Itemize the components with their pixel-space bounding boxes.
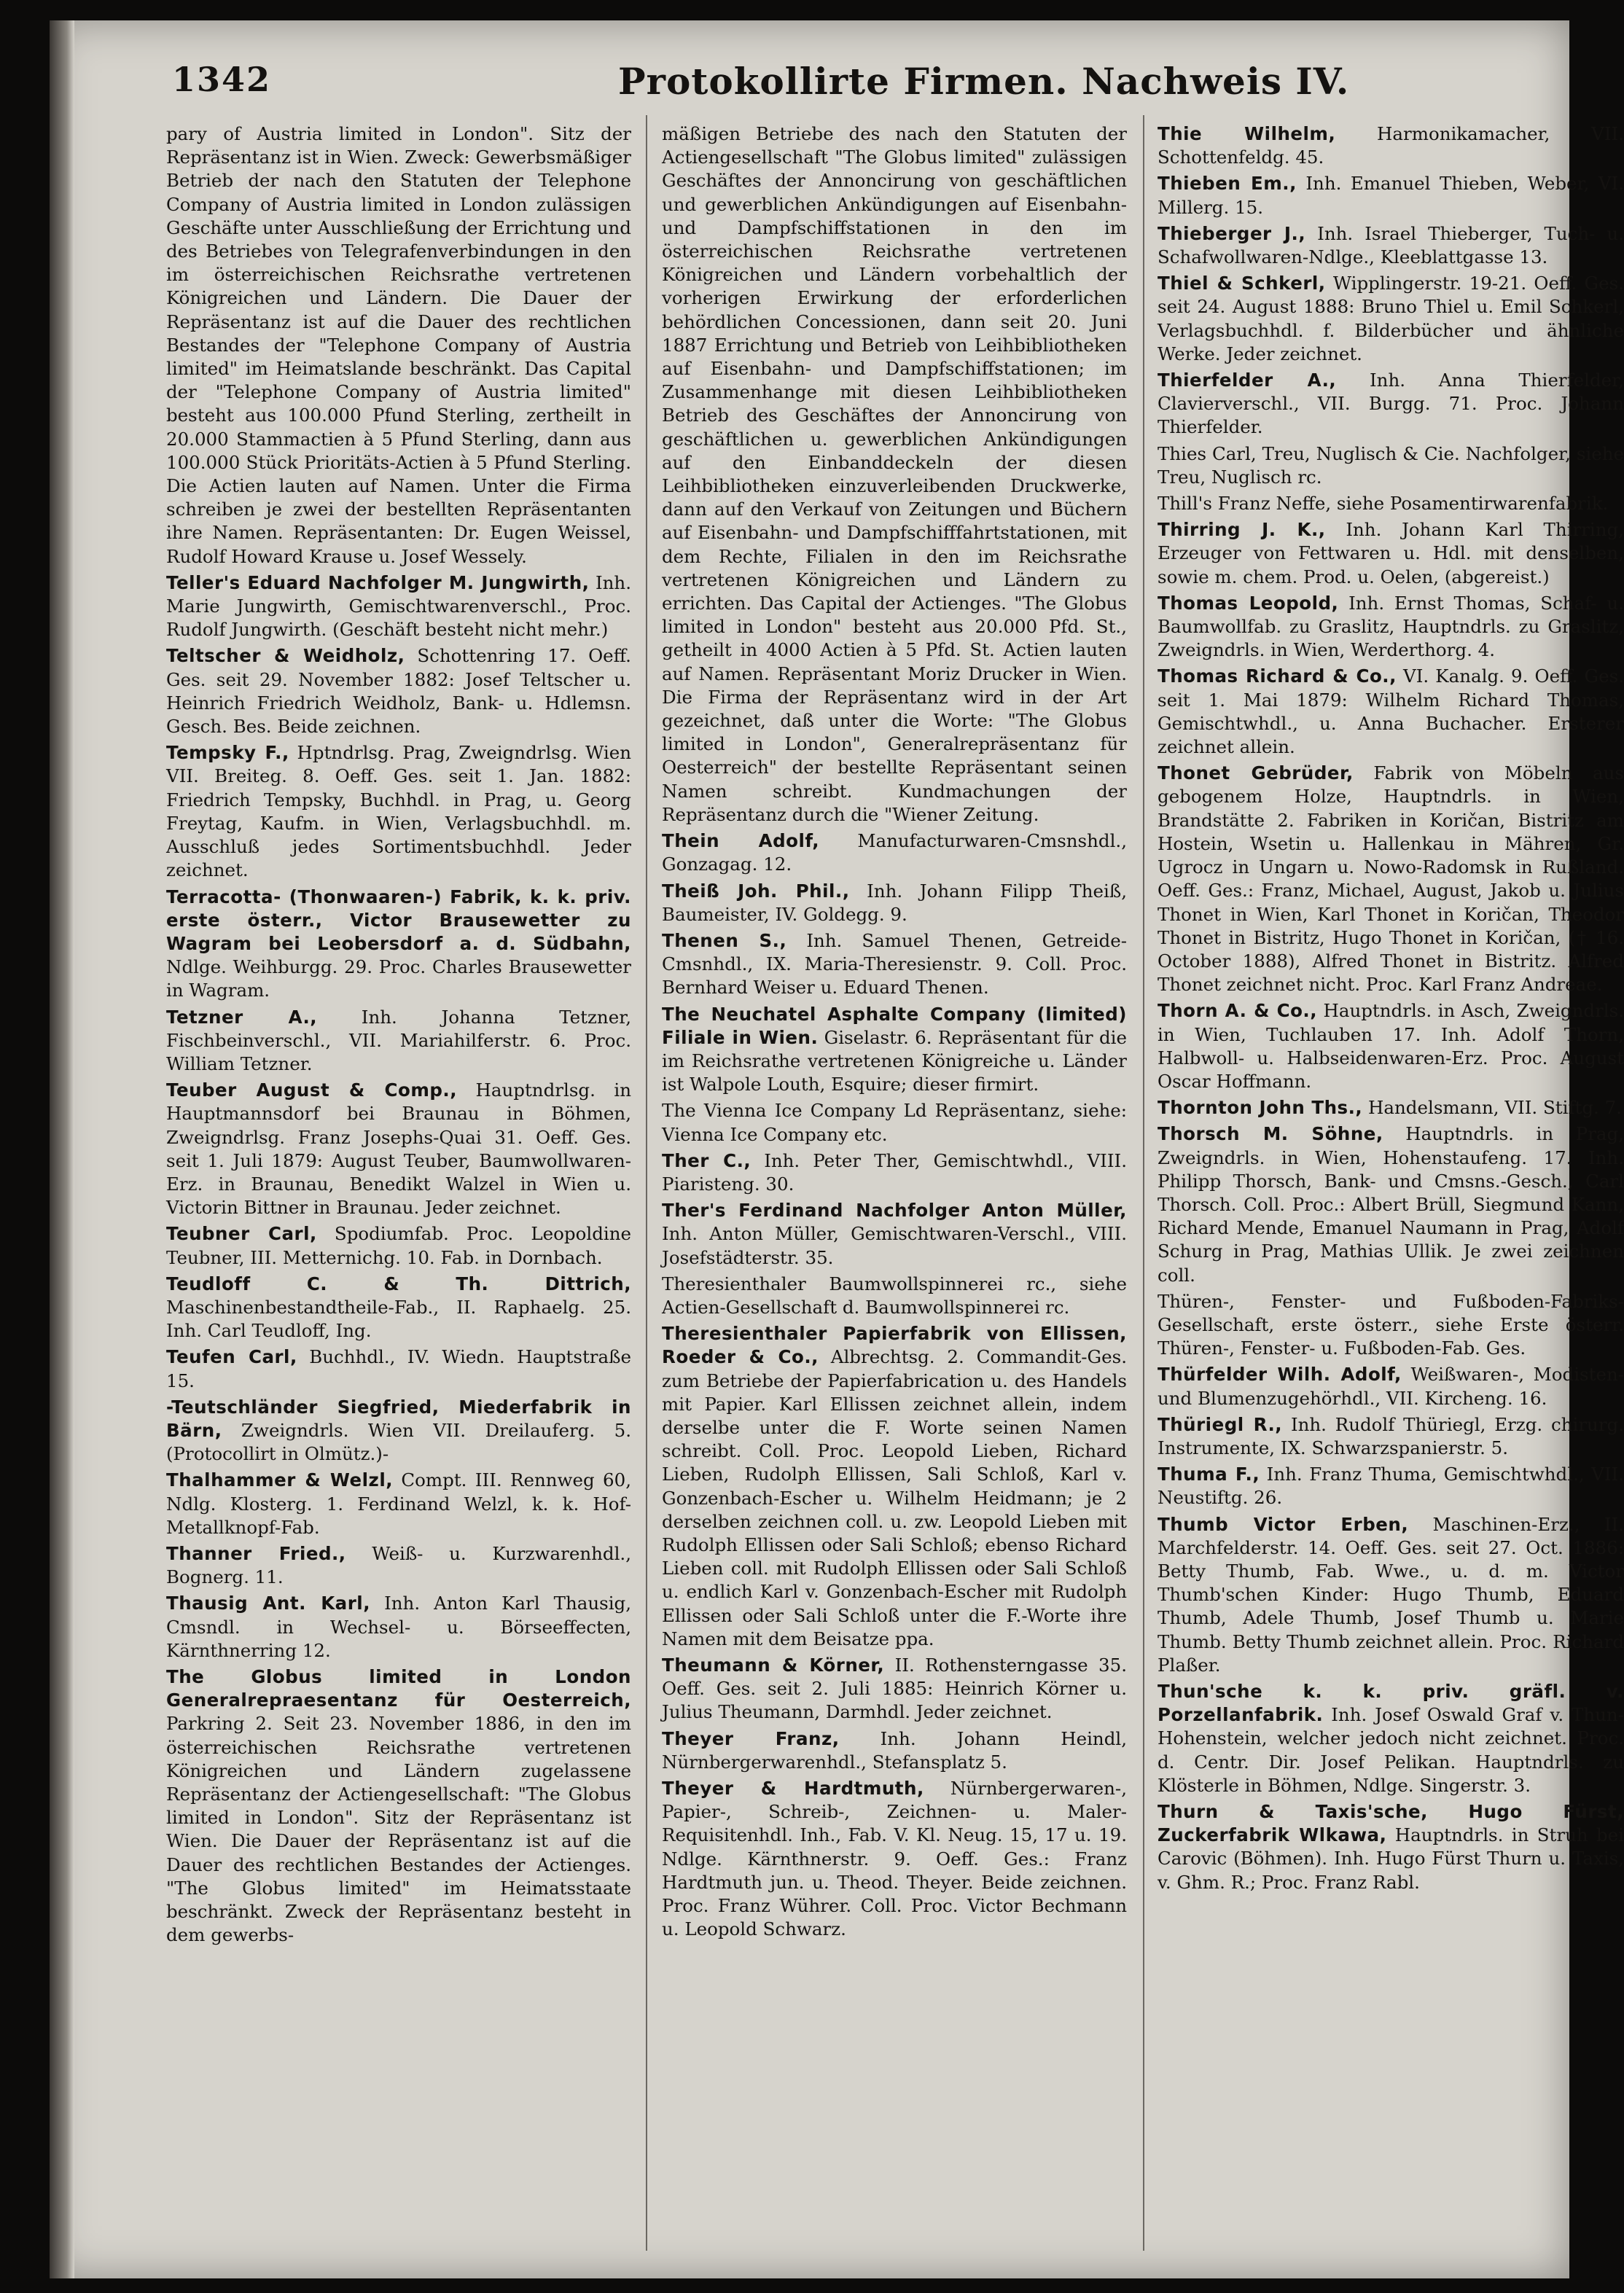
entry-text: Inh. Peter Ther, Gemischtwhdl., VIII. Piaristeng. 30. [662,1149,1127,1195]
directory-entry [662,1727,1127,1774]
firm-name: Theyer & Hardtmuth, [662,1778,924,1800]
firm-name: Theumann & Körner, [662,1655,885,1676]
firm-name: Thorsch M. Söhne, [1158,1123,1383,1145]
directory-entry [1158,665,1624,759]
directory-entry [166,571,631,642]
column-divider [646,115,647,2251]
column-right [1158,122,1624,2251]
directory-entry [1158,122,1624,169]
firm-name: Thirring J. K., [1158,519,1326,541]
entry-text: Hauptndrls. in Struh bei Carovic (Böhmen). Inh. Hugo Fürst Thurn u. Taxis, v. Ghm. R.; Proc. Franz Rabl. [1158,1824,1624,1893]
directory-entry [1158,1363,1624,1410]
firm-name: Tempsky F., [166,742,289,764]
firm-name: Thumb Victor Erben, [1158,1513,1409,1535]
entry-text: Hauptndrls. in Prag, Zweigndrls. in Wien, Hohenstaufeng. 17. Inh. Philipp Thorsch, Bank- und Cmsns.-Gesch., Carl Thorsch. Coll. Proc.: Albert Brüll, Siegmund Kann, Richard Mende, Emanuel Naumann in Prag, Adolf Schurg in Prag, Mathias Ullik. Je zwei zeichnen coll. [1158,1123,1624,1286]
entry-text: Handelsmann, VII. Stiftg. 7. [1368,1097,1622,1119]
entry-text: Thüren-, Fenster- und Fußboden-Fabriks-Gesellschaft, erste österr., siehe Erste österr. Thüren-, Fenster- u. Fußboden-Fab. Ges. [1158,1290,1624,1359]
firm-name: Theresienthaler Papierfabrik von Ellissen, Roeder & Co., [662,1323,1127,1368]
entry-text: Inh. Samuel Thenen, Getreide-Cmsnhdl., IX. Maria-Theresienstr. 9. Coll. Proc. Bernhard Weiser u. Eduard Thenen. [662,929,1127,999]
directory-entry [662,1149,1127,1196]
directory-entry [1158,272,1624,366]
directory-entry [166,741,631,882]
directory-entry [1158,999,1624,1093]
firm-name: Theiß Joh. Phil., [662,880,850,902]
directory-entry [662,1654,1127,1724]
firm-name: Thenen S., [662,929,787,951]
firm-name: Thurn & Taxis'sche, Hugo Fürst, Zuckerfabrik Wlkawa, [1158,1801,1624,1846]
column-left [166,122,631,2251]
entry-text: Weißwaren-, Modisten- und Blumenzugehörhdl., VII. Kircheng. 16. [1158,1364,1624,1409]
firm-name: Thomas Richard & Co., [1158,665,1397,687]
firm-name: Thürfelder Wilh. Adolf, [1158,1364,1402,1386]
firm-name: Thüriegl R., [1158,1413,1283,1435]
firm-name: Thalhammer & Welzl, [166,1469,394,1491]
column-middle [662,122,1127,2251]
entry-text: Hauptndrlsg. in Hauptmannsdorf bei Braunau in Böhmen, Zweigndrlsg. Franz Josephs-Quai 31. Oeff. Ges. seit 1. Juli 1879: August Teuber, Baumwollwaren-Erz. in Braunau, Benedikt Walzel in Wien u. Victorin Bittner in Braunau. Jeder zeichnet. [166,1079,631,1219]
entry-text: pary of Austria limited in London". Sitz der Repräsentanz ist in Wien. Zweck: Gewerbsmäßiger Betrieb der nach den Statuten der Telephone Company of Austria limited in London zulässigen Geschäfte unter Ausschließung der Errichtung und des Betriebes von Telegrafenverbindungen in den im österreichischen Reichsrathe vertretenen Königreichen und Ländern. Die Dauer der Repräsentanz ist auf die Dauer des rechtlichen Bestandes der "Telephone Company of Austria limited" im Heimatslande beschränkt. Das Capital der "Telephone Company of Austria limited" besteht aus 100.000 Pfund Sterling, zertheilt in 20.000 Stammactien à 5 Pfund Sterling, dann aus 100.000 Stück Prioritäts-Actien à 5 Pfund Sterling. Die Actien lauten auf Namen. Unter die Firma schreiben je zwei der bestellten Repräsentanten ihre Namen. Repräsentanten: Dr. Eugen Weissel, Rudolf Howard Krause u. Josef Wessely. [166,123,631,567]
directory-entry [166,644,631,738]
firm-name: Thein Adolf, [662,830,820,852]
directory-entry [166,1592,631,1663]
firm-name: Thausig Ant. Karl, [166,1593,370,1614]
firm-name: Thieben Em., [1158,173,1297,195]
entry-text: Nürnbergerwaren-, Papier-, Schreib-, Zeichnen- u. Maler-Requisitenhdl. Inh., Fab. V. Kl. Neug. 15, 17 u. 19. Ndlge. Kärnthnerstr. 9. Oeff. Ges.: Franz Hardtmuth jun. u. Theod. Theyer. Beide zeichnen. Proc. Franz Wührer. Coll. Proc. Victor Bechmann u. Leopold Schwarz. [662,1778,1127,1940]
directory-entry [166,1469,631,1539]
directory-entry [662,122,1127,827]
directory-entry [166,1396,631,1466]
firm-name: Thornton John Ths., [1158,1097,1363,1119]
entry-text: Inh. Franz Thuma, Gemischtwhdl., VII. Neustiftg. 26. [1158,1464,1624,1509]
directory-entry [1158,1680,1624,1797]
entry-text: Fabrik von Möbeln aus gebogenem Holze, Hauptndrls. in Wien, Brandstätte 2. Fabriken in Koričan, Bistritz am Hostein, Wsetin u. Hallenkau in Mähren, Gr. Ugrocz in Ungarn u. Nowo-Radomsk in Rußland. Oeff. Ges.: Franz, Michael, August, Jakob u. Julius Thonet in Wien, Karl Thonet in Koričan, Theodor Thonet in Bistritz, Hugo Thonet in Koričan, († 16. October 1888), Alfred Thonet in Bistritz. Alfred Thonet zeichnet nicht. Proc. Karl Franz Andreae. [1158,762,1624,996]
entry-text: Zweigndrls. Wien VII. Dreilauferg. 5. (Protocollirt in Olmütz.)- [166,1419,631,1465]
column-divider [1143,115,1144,2251]
entry-text: Hauptndrls. in Asch, Zweigndrls. in Wien, Tuchlauben 17. Inh. Adolf Thorn, Halbwoll- u. Halbseidenwaren-Erz. Proc. August Oscar Hoffmann. [1158,1000,1624,1092]
firm-name: Teubner Carl, [166,1223,317,1245]
firm-name: The Neuchatel Asphalte Company (limited) Filiale in Wien. [662,1003,1127,1048]
entry-text: Inh. Johann Karl Thirring, Erzeuger von Fettwaren u. Hdl. mit denselben, sowie m. chem. Prod. u. Oelen, (abgereist.) [1158,519,1624,587]
firm-name: Teudloff C. & Th. Dittrich, [166,1273,631,1294]
directory-entry [662,1003,1127,1097]
firm-name: The Globus limited in London Generalrepraesentanz für Oesterreich, [166,1666,631,1711]
entry-text: Maschinen-Erz., II. Marchfelderstr. 14. Oeff. Ges. seit 27. Oct. 1886: Betty Thumb, Fab. Wwe., u. d. m. Victor Thumb'schen Kinder: Hugo Thumb, Eduard Thumb, Adele Thumb, Josef Thumb u. Marie Thumb. Betty Thumb zeichnet allein. Proc. Richard Plaßer. [1158,1513,1624,1676]
entry-text: mäßigen Betriebe des nach den Statuten der Actiengesellschaft "The Globus limited" zulässigen Geschäftes der Annoncirung von geschäftlichen und gewerblichen Ankündigungen auf Eisenbahn- und Dampfschiffstationen in den im österreichischen Reichsrathe vertretenen Königreichen und Ländern vorbehaltlich der vorherigen Erwirkung der erforderlichen behördlichen Concessionen, dann seit 20. Juni 1887 Errichtung und Betrieb von Leihbibliotheken auf Eisenbahn- und Dampfschiffstationen; im Zusammenhange mit diesen Leihbibliotheken Betrieb des Geschäftes der Annoncirung von geschäftlichen u. gewerblichen Ankündigungen auf den Einbanddeckeln der diesen Leihbibliotheken einzuverleibenden Druckwerke, dann auf den Verkauf von Zeitungen und Büchern auf Eisenbahn- und Dampfschifffahrtstationen, mit dem Rechte, Filialen in den im Reichsrathe vertretenen Königreichen und Ländern zu errichten. Das Capital der Actienges. "The Globus limited in London" besteht aus 20.000 Pfd. St., getheilt in 4000 Actien à 5 Pfd. St. Actien lauten auf Namen. Repräsentant Moriz Drucker in Wien. Die Firma der Repräsentanz wird in der Art gezeichnet, daß unter die Worte: "The Globus limited in London", Generalrepräsentanz für Oesterreich" der bestellte Repräsentant seinen Namen schreibt. Kundmachungen der Repräsentanz durch die "Wiener Zeitung. [662,123,1127,825]
directory-entry [662,929,1127,1000]
entry-text: Schottenring 17. Oeff. Ges. seit 29. November 1882: Josef Teltscher u. Heinrich Friedrich Weidholz, Bank- u. Hdlemsn. Gesch. Bes. Beide zeichnen. [166,645,631,738]
directory-entry [166,1665,631,1947]
directory-entry [1158,1290,1624,1361]
firm-name: -Teutschländer Siegfried, Miederfabrik in Bärn, [166,1396,631,1441]
entry-text: Inh. Rudolf Thüriegl, Erzg. chirurg. Instrumente, IX. Schwarzspanierstr. 5. [1158,1413,1624,1458]
entry-text: Giselastr. 6. Repräsentant für die im Reichsrathe vertretenen Königreiche u. Länder ist Walpole Louth, Esquire; dieser firmirt. [662,1026,1127,1095]
firm-name: Thun'sche k. k. priv. gräfl. v. Porzellanfabrik. [1158,1681,1624,1726]
entry-text: Inh. Johanna Tetzner, Fischbeinverschl., VII. Mariahilferstr. 6. Proc. William Tetzner. [166,1006,632,1074]
entry-text: Harmonikamacher, VII. Schottenfeldg. 45. [1158,123,1624,168]
entry-text: Thill's Franz Neffe, siehe Posamentirwarenfabrik. [1158,493,1609,515]
entry-text: Buchhdl., IV. Wiedn. Hauptstraße 15. [166,1346,631,1391]
entry-text: Weiß- u. Kurzwarenhdl., Bognerg. 11. [166,1542,631,1588]
entry-text: Hptndrlsg. Prag, Zweigndrlsg. Wien VII. Breiteg. 8. Oeff. Ges. seit 1. Jan. 1882: Friedrich Tempsky, Buchhdl. in Prag, u. Georg Freytag, Kaufm. in Wien, Verlagsbuchhdl. m. Ausschluß jedes Sortimentsbuchhdl. Jeder zeichnet. [166,742,631,881]
entry-text: Maschinenbestandtheile-Fab., II. Raphaelg. 25. Inh. Carl Teudloff, Ing. [166,1296,631,1342]
directory-entry [166,1542,631,1589]
page-number: 1342 [172,60,272,99]
firm-name: Teufen Carl, [166,1346,297,1368]
firm-name: Teuber August & Comp., [166,1079,458,1101]
entry-text: Compt. III. Rennweg 60, Ndlg. Klosterg. 1. Ferdinand Welzl, k. k. Hof-Metallknopf-Fab. [166,1469,631,1538]
firm-name: Ther C., [662,1149,752,1171]
page-sheet [50,20,1624,2278]
directory-entry [662,880,1127,926]
entry-text: Inh. Ernst Thomas, Schaf- u. Baumwollfab. zu Graslitz, Hauptndrls. zu Graslitz, Zweigndrls. in Wien, Werderthorg. 4. [1158,592,1624,661]
directory-entry [1158,1096,1624,1120]
entry-text: Inh. Anna Thierfelder, Clavierverschl., VII. Burgg. 71. Proc. Johann Thierfelder. [1158,370,1624,438]
directory-entry [1158,172,1624,219]
directory-entry [166,122,631,569]
directory-entry [662,1322,1127,1651]
directory-entry [1158,592,1624,663]
directory-entry [662,1099,1127,1146]
directory-entry [166,1273,631,1343]
firm-name: Thie Wilhelm, [1158,123,1336,144]
firm-name: Thorn A. & Co., [1158,1000,1318,1022]
entry-text: II. Rothensterngasse 35. Oeff. Ges. seit 2. Juli 1885: Heinrich Körner u. Julius Theumann, Darmhdl. Jeder zeichnet. [662,1655,1127,1723]
directory-entry [1158,1513,1624,1677]
directory-entry [1158,762,1624,996]
firm-name: Terracotta- (Thonwaaren-) Fabrik, k. k. priv. erste österr., Victor Brausewetter zu Wagram bei Leobersdorf a. d. Südbahn, [166,886,631,954]
directory-entry [166,1345,631,1392]
page-header [50,60,1569,111]
firm-name: Thomas Leopold, [1158,592,1339,614]
directory-entry [662,1777,1127,1941]
entry-text: Inh. Anton Müller, Gemischtwaren-Verschl., VIII. Josefstädterstr. 35. [662,1223,1127,1268]
entry-text: Wipplingerstr. 19-21. Oeff. Ges. seit 24. August 1888: Bruno Thiel u. Emil Schkerl, Verlagsbuchhdl. f. Bilderbücher und ähnliche Werke. Jeder zeichnet. [1158,273,1624,364]
entry-text: Inh. Israel Thieberger, Tuch- u. Schafwollwaren-Ndlge., Kleeblattgasse 13. [1158,222,1624,268]
directory-entry [1158,1800,1624,1894]
firm-name: Thiel & Schkerl, [1158,273,1326,294]
entry-text: The Vienna Ice Company Ld Repräsentanz, siehe: Vienna Ice Company etc. [662,1100,1127,1145]
directory-entry [1158,1463,1624,1509]
directory-entry [1158,222,1624,269]
entry-text: Inh. Marie Jungwirth, Gemischtwarenverschl., Proc. Rudolf Jungwirth. (Geschäft besteht nicht mehr.) [166,571,631,641]
firm-name: Tetzner A., [166,1006,318,1028]
firm-name: Theyer Franz, [662,1727,840,1749]
directory-entry [166,1006,631,1077]
directory-entry [1158,442,1624,489]
directory-entry [166,886,631,1003]
directory-entry [1158,1413,1624,1460]
directory-entry [1158,492,1624,515]
entry-text: Spodiumfab. Proc. Leopoldine Teubner, III. Metternichg. 10. Fab. in Dornbach. [166,1223,631,1268]
directory-entry [166,1222,631,1269]
firm-name: Thierfelder A., [1158,370,1337,391]
directory-entry [1158,518,1624,589]
firm-name: Ther's Ferdinand Nachfolger Anton Müller, [662,1200,1127,1222]
page-binding-edge [50,20,74,2278]
entry-text: Inh. Josef Oswald Graf v. Thun-Hohenstein, welcher jedoch nicht zeichnet. Proc. d. Centr. Dir. Josef Pelikan. Hauptndrls. zu Klösterle in Böhmen, Ndlge. Singerstr. 3. [1158,1704,1624,1796]
entry-text: Ndlge. Weihburgg. 29. Proc. Charles Brausewetter in Wagram. [166,956,631,1001]
entry-text: Inh. Johann Heindl, Nürnbergerwarenhdl., Stefansplatz 5. [662,1727,1127,1773]
entry-text: Inh. Anton Karl Thausig, Cmsndl. in Wechsel- u. Börseeffecten, Kärnthnerring 12. [166,1593,631,1661]
directory-entry [166,1079,631,1219]
entry-text: Manufacturwaren-Cmsnshdl., Gonzagag. 12. [662,830,1127,875]
firm-name: Thieberger J., [1158,222,1306,244]
directory-entry [1158,1122,1624,1286]
firm-name: Thonet Gebrüder, [1158,762,1354,784]
entry-text: Parkring 2. Seit 23. November 1886, in den im österreichischen Reichsrathe vertretenen Königreichen und Ländern zugelassene Repräsentanz der Actiengesellschaft: "The Globus limited in London". Sitz der Repräsentanz ist Wien. Die Dauer der Repräsentanz ist auf die Dauer des rechtlichen Bestandes der Actienges. "The Globus limited" im Heimatsstaate beschränkt. Zweck der Repräsentanz besteht in dem gewerbs- [166,1713,631,1946]
entry-text: Inh. Johann Filipp Theiß, Baumeister, IV. Goldegg. 9. [662,880,1128,925]
firm-name: Teltscher & Weidholz, [166,645,405,667]
entry-text: VI. Kanalg. 9. Oeff. Ges. seit 1. Mai 1879: Wilhelm Richard Thomas, Gemischtwhdl., u. Anna Buchacher. Ersterer zeichnet allein. [1158,665,1624,758]
directory-entry [662,1273,1127,1319]
directory-entry [662,1199,1127,1270]
entry-text: Inh. Emanuel Thieben, Weber, VI. Millerg. 15. [1158,173,1624,218]
running-title: Protokollirte Firmen. Nachweis IV. [618,60,1350,103]
firm-name: Thuma F., [1158,1464,1260,1485]
firm-name: Teller's Eduard Nachfolger M. Jungwirth, [166,571,590,593]
entry-text: Theresienthaler Baumwollspinnerei rc., siehe Actien-Gesellschaft d. Baumwollspinnerei rc. [662,1273,1127,1318]
entry-text: Thies Carl, Treu, Nuglisch & Cie. Nachfolger, siehe Treu, Nuglisch rc. [1158,442,1624,488]
directory-entry [1158,369,1624,440]
firm-name: Thanner Fried., [166,1542,346,1564]
directory-entry [662,829,1127,876]
entry-text: Albrechtsg. 2. Commandit-Ges. zum Betriebe der Papierfabrication u. des Handels mit Papier. Karl Ellissen zeichnet allein, indem derselbe unter die F. Worte seinen Namen schreibt. Coll. Proc. Leopold Lieben, Richard Lieben, Rudolph Ellissen, Sali Schloß, Karl v. Gonzenbach-Escher u. Wilhelm Heidmann; je 2 derselben zeichnen coll. u. zw. Leopold Lieben mit Rudolph Ellissen oder Sali Schloß; ebenso Richard Lieben coll. mit Rudolph Ellissen oder Sali Schloß u. endlich Karl v. Gonzenbach-Escher mit Rudolph Ellissen oder Sali Schloß unter die F.-Worte ihre Namen mit dem Beisatze ppa. [662,1346,1127,1649]
